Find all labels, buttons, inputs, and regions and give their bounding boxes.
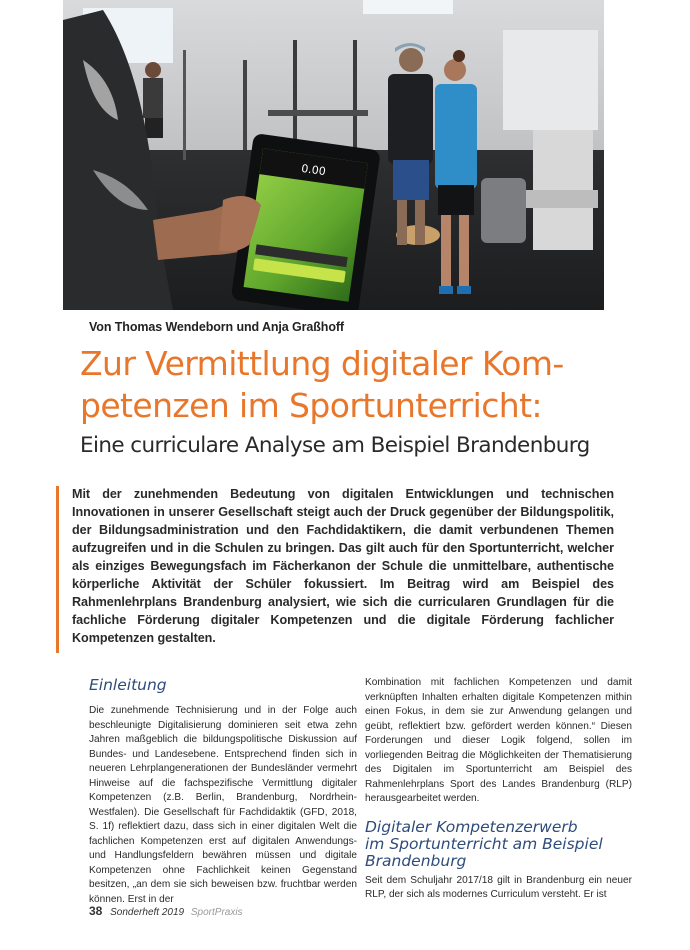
column-right: [365, 676, 632, 903]
section-heading-digital: [365, 819, 632, 870]
issue-label: Sonderheft 2019: [110, 907, 185, 918]
gym-tablet-illustration: [63, 0, 604, 310]
title-line-2: petenzen im Sportunterricht:: [80, 386, 542, 425]
section-heading-digital-line-3: Brandenburg: [365, 851, 467, 870]
author-line: Von Thomas Wendeborn und Anja Graßhoff: [89, 320, 344, 334]
body-paragraph-intro: Die zunehmende Technisierung und in der Folge auch beschleunigte Digitalisierung dominieren seit etwa zehn Jahren maßgeblich die bildungspolitische Diskussion auf Bundes- und Landesebene. Entsprechend finden sich in neueren Lehrplangenerationen der Bundesländer vermehrt Hinweise auf die fachspezifische Vermittlung digitaler Kompetenzen (z.B. Berlin, Brandenburg, Nordrhein-Westfalen). Die Gesellschaft für Fachdidaktik (GFD, 2018, S. 1f) reflektiert dazu, dass sich in einer digitalen Welt die fachlichen Kompetenzen erst auf digitalen Anwendungs- und Handlungsfeldern bewähren müssen und digitale Kompetenzen ohne Fachlichkeit keinen Gegenstand besitzen, „an dem sie sich beweisen bzw. fruchtbar werden können. Erst in der: [89, 705, 357, 905]
article-title: [80, 343, 640, 427]
tablet-readout: 0.00: [300, 161, 327, 179]
header-photo: [63, 0, 604, 310]
body-paragraph-continued: Kombination mit fachlichen Kompetenzen und damit verknüpften Inhalten erhalten digitale Kompetenzen mithin einen Fokus, in dem sie zur Anwendung gelangen und geübt, reflektiert bzw. gefördert werden können.“ Diesen Forderungen und dieser Logik folgend, sollen im vorliegenden Beitrag die Möglichkeiten der Thematisierung des Digitalen im Sportunterricht am Beispiel des Rahmenlehrplans Sport des Landes Brandenburg (RLP) herausgearbeitet werden.: [365, 677, 632, 804]
magazine-name: SportPraxis: [190, 907, 243, 918]
title-line-1: Zur Vermittlung digitaler Kom-: [80, 344, 564, 383]
section-heading-digital-line-1: Digitaler Kompetenzerwerb: [365, 817, 578, 836]
article-subtitle: Eine curriculare Analyse am Beispiel Brandenburg: [80, 433, 590, 458]
abstract-text: Mit der zunehmenden Bedeutung von digitalen Entwicklungen und technischen Innovationen in unserer Gesellschaft steigt auch der Druck gegenüber der Bildungspolitik, der Bildungsadministration und den Fachdidaktikern, die damit verbundenen Themen aufzugreifen und in die Schulen zu bringen. Das gilt auch für den Sportunterricht, welcher als einziges Bewegungsfach im Fächerkanon der Schule die unmittelbare, authentische körperliche Aktivität der Schüler fokussiert. Im Beitrag wird am Beispiel des Rahmenlehrplans Brandenburg analysiert, wie sich die curricularen Grundlagen für die fachliche Förderung digitaler Kompetenzen und die digitale Förderung fachlicher Kompetenzen gestalten.: [72, 487, 614, 645]
column-left: [89, 676, 357, 907]
body-paragraph-digital: Seit dem Schuljahr 2017/18 gilt in Brandenburg ein neuer RLP, der sich als modernes Curriculum versteht. Er ist: [365, 874, 632, 900]
section-heading-digital-line-2: im Sportunterricht am Beispiel: [365, 834, 603, 853]
section-heading-intro: Einleitung: [89, 676, 167, 694]
page-footer: [89, 904, 243, 918]
page-number: 38: [89, 904, 103, 918]
abstract-accent-bar: [56, 486, 59, 653]
